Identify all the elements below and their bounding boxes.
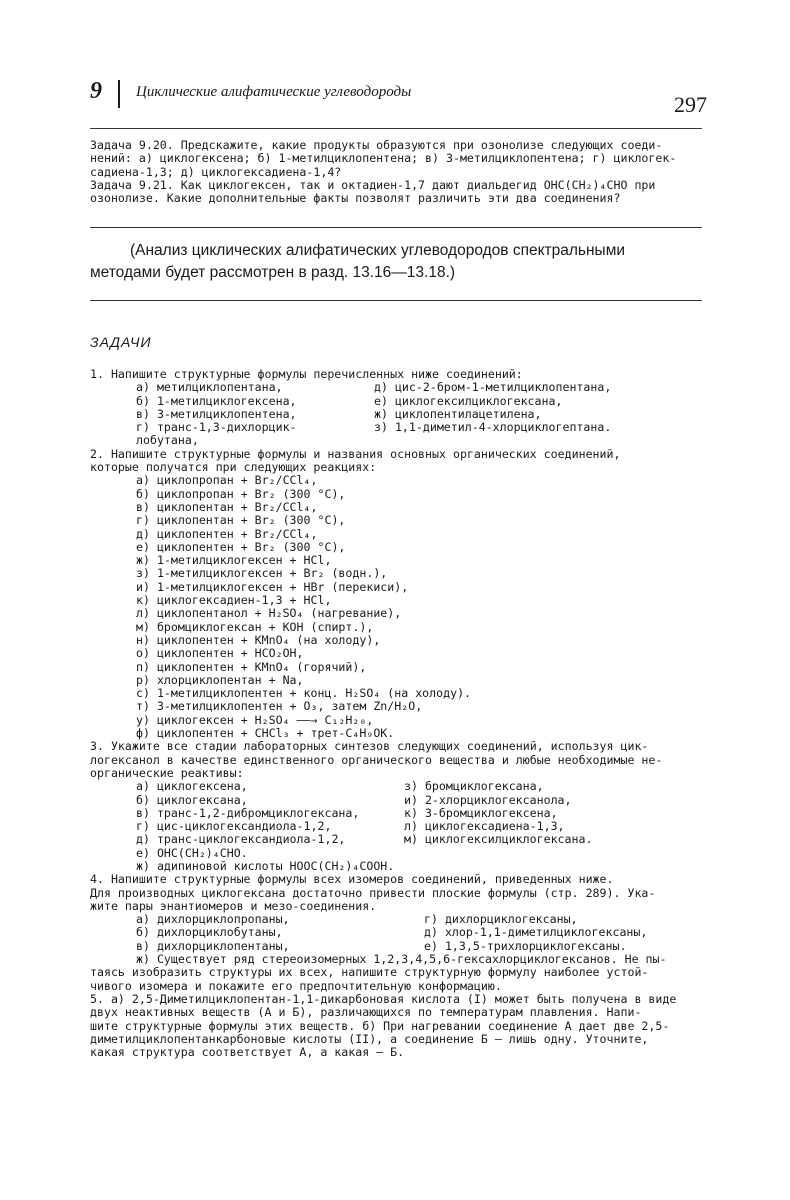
problem1-row <box>90 408 702 421</box>
row-left: е) OHC(CH₂)₄CHO. <box>136 845 248 860</box>
problem4-row <box>90 940 702 953</box>
row-left: в) транс-1,2-дибромциклогексана, <box>136 805 360 820</box>
row-right: з) бромциклогексана, <box>404 779 544 794</box>
problem4-intro: Для производных циклогексана достаточно привести плоские формулы (стр. 289). Ука- <box>90 885 656 900</box>
row-right: ж) циклопентилацетилена, <box>374 406 542 421</box>
problem3-row <box>90 847 702 860</box>
problem1-row <box>90 395 702 408</box>
row-left: ж) адипиновой кислоты HOOC(CH₂)₄COOH. <box>136 858 395 873</box>
problem2-item: б) циклопропан + Br₂ (300 °C), <box>136 486 346 501</box>
problem1-row <box>90 381 702 394</box>
header-rule <box>90 128 702 129</box>
problem4-extra: ж) Существует ряд стереоизомерных 1,2,3,4,5,6-гексахлорциклогексанов. Не пы- <box>136 952 667 967</box>
problem2-item: о) циклопентен + HCO₂OH, <box>136 646 304 661</box>
intro-line: озонолизе. Какие дополнительные факты позволят различить эти два соединения? <box>90 191 621 206</box>
problem4-extra: таясь изобразить структуры их всех, напишите структурную формулу наиболее устой- <box>90 965 649 980</box>
problem4-extra: чивого изомера и покажите его предпочтительную конформацию. <box>90 978 502 993</box>
problem2-items <box>90 474 702 740</box>
analysis-line: (Анализ циклических алифатических углеводородов спектральными <box>130 242 626 259</box>
problem2-intro: которые получатся при следующих реакциях: <box>90 460 377 475</box>
problem2-item: г) циклопентан + Br₂ (300 °C), <box>136 513 346 528</box>
problem2-item: м) бромциклогексан + KOH (спирт.), <box>136 619 374 634</box>
row-left: а) циклогексена, <box>136 779 248 794</box>
row-right: д) цис-2-бром-1-метилциклопентана, <box>374 380 612 395</box>
problem1-row <box>90 434 702 447</box>
problem3-row <box>90 860 702 873</box>
problem3-row <box>90 833 702 846</box>
problem5-line: шите структурные формулы этих веществ. б) При нагревании соединение А дает две 2,5- <box>90 1018 670 1033</box>
problem2-item: с) 1-метилциклопентен + конц. H₂SO₄ (на холоду). <box>136 686 472 701</box>
row-left: б) 1-метилциклогексена, <box>136 393 297 408</box>
problem5-line: 5. а) 2,5-Диметилциклопентан-1,1-дикарбоновая кислота (I) может быть получена в виде <box>90 991 677 1006</box>
problem2-item: ж) 1-метилциклогексен + HCl, <box>136 553 332 568</box>
row-right: д) хлор-1,1-диметилциклогексаны, <box>424 925 648 940</box>
problem4-intro: 4. Напишите структурные формулы всех изомеров соединений, приведенных ниже. <box>90 872 614 887</box>
intro-line: садиена-1,3; д) циклогексадиена-1,4? <box>90 164 342 179</box>
intro-problems <box>90 139 702 205</box>
problem2-item: а) циклопропан + Br₂/CCl₄, <box>136 473 318 488</box>
page-number: 297 <box>674 92 707 117</box>
row-left: а) метилциклопентана, <box>136 380 283 395</box>
row-left: в) 3-метилциклопентена, <box>136 406 297 421</box>
row-right: з) 1,1-диметил-4-хлорциклогептана. <box>374 420 612 435</box>
row-right: м) циклогексилциклогексана. <box>404 832 593 847</box>
row-right: и) 2-хлорциклогексанола, <box>404 792 572 807</box>
problem2-item: з) 1-метилциклогексен + Br₂ (водн.), <box>136 566 388 581</box>
row-right: е) циклогексилциклогексана, <box>374 393 563 408</box>
problem5-line: двух неактивных веществ (А и Б), различающихся по температурам плавления. Напи- <box>90 1005 642 1020</box>
row-left: б) дихлорциклобутаны, <box>136 925 283 940</box>
problem3-intro: органические реактивы: <box>90 765 244 780</box>
row-right: е) 1,3,5-трихлорциклогексаны. <box>424 938 627 953</box>
row-right: г) дихлорциклогексаны, <box>424 912 578 927</box>
problem3-intro: логексанол в качестве единственного органического вещества и любые необходимые не- <box>90 752 663 767</box>
intro-line: Задача 9.21. Как циклогексен, так и октадиен-1,7 дают диальдегид OHC(CH₂)₄CHO при <box>90 177 656 192</box>
problem2-intro: 2. Напишите структурные формулы и названия основных органических соединений, <box>90 446 621 461</box>
row-left: в) дихлорциклопентаны, <box>136 938 290 953</box>
analysis-line: методами будет рассмотрен в разд. 13.16—13.18.) <box>90 264 456 281</box>
intro-line: Задача 9.20. Предскажите, какие продукты образуются при озонолизе следующих соеди- <box>90 138 663 152</box>
problems-list <box>90 368 702 1059</box>
problem3-intro: 3. Укажите все стадии лабораторных синтезов следующих соединений, используя цик- <box>90 739 649 754</box>
problem2-item: е) циклопентен + Br₂ (300 °C), <box>136 539 346 554</box>
problem2-item: п) циклопентен + KMnO₄ (горячий), <box>136 659 367 674</box>
problem2-item: в) циклопентан + Br₂/CCl₄, <box>136 499 318 514</box>
analysis-note <box>90 240 702 284</box>
header-divider <box>118 80 120 108</box>
problem2-item: и) 1-метилциклогексен + HBr (перекиси), <box>136 579 409 594</box>
problem2-item: р) хлорциклопентан + Na, <box>136 672 304 687</box>
problem4-row <box>90 913 702 926</box>
problem3-row <box>90 780 702 793</box>
problem4-intro: жите пары энантиомеров и мезо-соединения. <box>90 898 377 913</box>
row-left: г) цис-циклогександиола-1,2, <box>136 819 332 834</box>
problem1-row <box>90 421 702 434</box>
problem2-item: у) циклогексен + H₂SO₄ ——→ C₁₂H₂₀, <box>136 712 374 727</box>
row-left: г) транс-1,3-дихлорцик- <box>136 420 297 435</box>
problem4-row <box>90 926 702 939</box>
row-left: д) транс-циклогександиола-1,2, <box>136 832 346 847</box>
problem2-item: н) циклопентен + KMnO₄ (на холоду), <box>136 632 381 647</box>
problem1-intro: 1. Напишите структурные формулы перечисленных ниже соединений: <box>90 367 523 381</box>
problem2-item: л) циклопентанол + H₂SO₄ (нагревание), <box>136 606 402 621</box>
intro-line: нений: а) циклогексена; б) 1-метилциклопентена; в) 3-метилциклопентена; г) циклогек- <box>90 151 677 166</box>
chapter-number: 9 <box>90 78 102 104</box>
row-right: л) циклогексадиена-1,3, <box>404 819 565 834</box>
section-rule-top <box>90 227 702 228</box>
section-rule-bottom <box>90 300 702 301</box>
problem2-item: д) циклопентен + Br₂/CCl₄, <box>136 526 318 541</box>
row-right: к) 3-бромциклогексена, <box>404 805 558 820</box>
problem3-row <box>90 820 702 833</box>
problem5-line: какая структура соответствует А, а какая — Б. <box>90 1045 405 1060</box>
problem5-line: диметилциклопентанкарбоновые кислоты (II), а соединение Б — лишь одну. Уточните, <box>90 1031 649 1046</box>
row-left: лобутана, <box>136 433 199 448</box>
problem3-row <box>90 794 702 807</box>
problem2-item: т) 3-метилциклопентен + O₃, затем Zn/H₂O, <box>136 699 423 714</box>
section-title: ЗАДАЧИ <box>90 334 152 350</box>
problem3-row <box>90 807 702 820</box>
page-header <box>88 78 706 118</box>
row-left: а) дихлорциклопропаны, <box>136 912 290 927</box>
problem2-item: ф) циклопентен + CHCl₃ + трет-C₄H₉OK. <box>136 726 395 741</box>
row-left: б) циклогексана, <box>136 792 248 807</box>
problem2-item: к) циклогексадиен-1,3 + HCl, <box>136 593 332 608</box>
chapter-title: Циклические алифатические углеводороды <box>136 84 412 100</box>
